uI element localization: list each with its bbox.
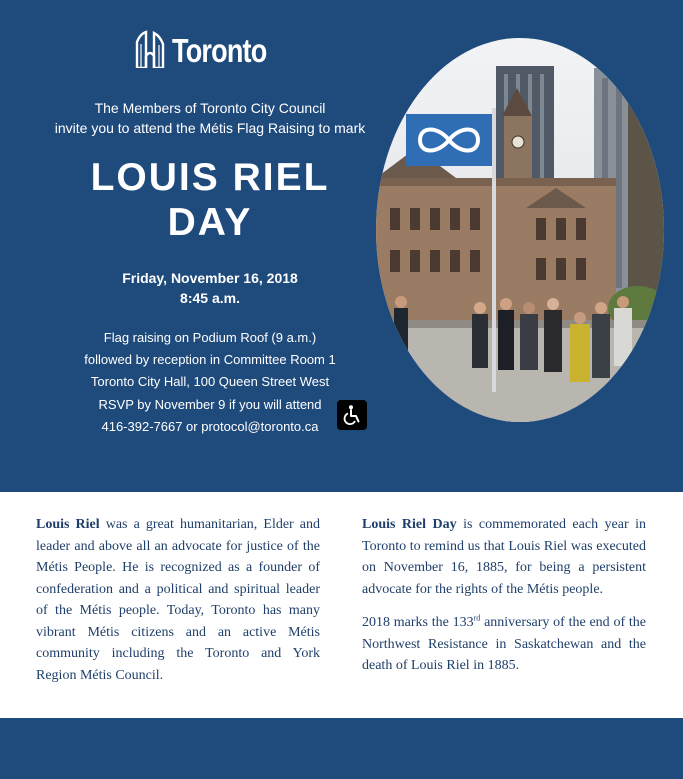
venue-line-2: followed by reception in Committee Room 1: [84, 352, 336, 367]
intro-line-1: The Members of Toronto City Council: [94, 100, 326, 116]
event-date: Friday, November 16, 2018: [122, 270, 298, 286]
event-title: [20, 155, 400, 245]
toronto-logo: [134, 30, 287, 68]
louis-riel-day-lead: Louis Riel Day: [362, 517, 457, 532]
louis-riel-bio-text: was a great humanitarian, Elder and leader and above all an advocate for justice of the Métis People. He is recognized as a founder of confederation and a political and spiritual leader of the Métis people. Today, Toronto has many vibrant Métis citizens and an active Métis community including the Toronto and York Region Métis Council.: [36, 517, 320, 683]
event-title-line-2: DAY: [167, 201, 253, 244]
event-title-line-1: LOUIS RIEL: [90, 156, 330, 199]
louis-riel-bio: [36, 514, 320, 686]
event-time: 8:45 a.m.: [180, 290, 240, 306]
anniversary-text-a: 2018 marks the 133: [362, 615, 474, 630]
louis-riel-day-description: [362, 514, 646, 600]
info-panel: [0, 492, 683, 718]
info-right-column: [362, 514, 646, 677]
anniversary-paragraph: [362, 612, 646, 677]
event-venue: [20, 327, 400, 393]
logo-text: Toronto: [172, 32, 267, 69]
louis-riel-day-text: is commemorated each year in Toronto to remind us that Louis Riel was executed on November 16, 1885, for being a persistent advocate for the rights of the Métis people.: [362, 517, 646, 597]
intro-line-2: invite you to attend the Métis Flag Raising to mark: [54, 120, 366, 136]
louis-riel-lead: Louis Riel: [36, 517, 100, 532]
invitation-intro: [20, 98, 400, 138]
city-hall-logo-icon: [134, 30, 166, 68]
event-datetime: [20, 268, 400, 308]
anniversary-text-b: anniversary of the end of the Northwest Resistance in Saskatchewan and the death of Louis Riel in 1885.: [362, 615, 646, 673]
ordinal-suffix: rd: [473, 613, 481, 623]
rsvp-line-1: RSVP by November 9 if you will attend: [98, 397, 322, 412]
flag-raising-photo: [376, 38, 664, 422]
venue-line-1: Flag raising on Podium Roof (9 a.m.): [103, 330, 317, 345]
rsvp-contact: 416-392-7667 or protocol@toronto.ca: [101, 419, 319, 434]
wheelchair-icon: [337, 400, 367, 430]
info-left-column: [36, 514, 320, 686]
venue-line-3: Toronto City Hall, 100 Queen Street West: [90, 374, 330, 389]
